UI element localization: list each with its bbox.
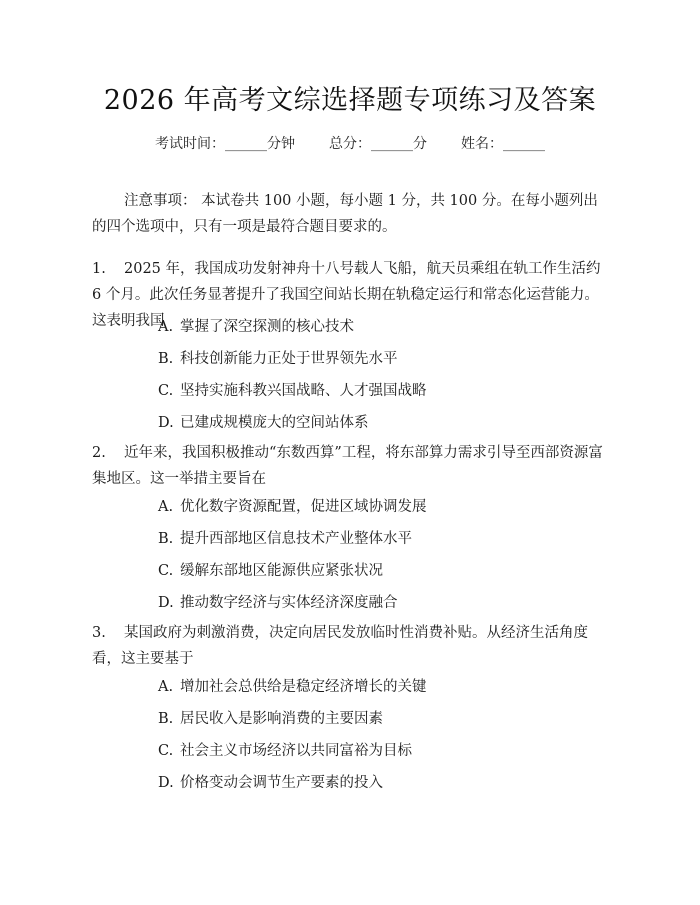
notice-text: 注意事项： 本试卷共 100 小题，每小题 1 分，共 100 分。在每小题列出的四个选项中，只有一项是最符合题目要求的。 <box>92 193 598 235</box>
option-letter: C. <box>158 563 174 579</box>
option-letter: D. <box>158 415 174 431</box>
question-2-option-c <box>158 561 383 581</box>
option-text: 缓解东部地区能源供应紧张状况 <box>180 563 383 579</box>
question-3-stem <box>92 620 612 672</box>
question-number: 3. <box>92 625 106 641</box>
question-2-option-d <box>158 593 398 613</box>
question-2-stem <box>92 440 612 492</box>
question-1-option-c <box>158 381 427 401</box>
option-text: 已建成规模庞大的空间站体系 <box>180 415 369 431</box>
student-name-field: 姓名：______ <box>461 136 545 152</box>
question-2-option-b <box>158 529 412 549</box>
option-letter: B. <box>158 351 174 367</box>
option-text: 居民收入是影响消费的主要因素 <box>180 711 383 727</box>
notice-paragraph <box>92 188 612 240</box>
option-letter: B. <box>158 711 174 727</box>
option-text: 坚持实施科教兴国战略、人才强国战略 <box>180 383 427 399</box>
question-number: 2. <box>92 445 106 461</box>
question-text: 2025 年，我国成功发射神舟十八号载人飞船，航天员乘组在轨工作生活约 6 个月。此次任务显著提升了我国空间站长期在轨稳定运行和常态化运营能力。这表明我国 <box>92 261 601 329</box>
total-score-field: 总分：______分 <box>329 136 427 152</box>
option-text: 价格变动会调节生产要素的投入 <box>180 775 383 791</box>
option-letter: B. <box>158 531 174 547</box>
question-1-option-a <box>158 317 354 337</box>
question-3-option-d <box>158 773 383 793</box>
option-letter: A. <box>158 499 174 515</box>
exam-meta <box>0 133 700 153</box>
option-letter: A. <box>158 319 174 335</box>
question-1-option-d <box>158 413 369 433</box>
page-title: 2026 年高考文综选择题专项练习及答案 <box>103 85 597 116</box>
option-text: 提升西部地区信息技术产业整体水平 <box>180 531 412 547</box>
option-text: 增加社会总供给是稳定经济增长的关键 <box>180 679 427 695</box>
option-text: 推动数字经济与实体经济深度融合 <box>180 595 398 611</box>
option-letter: C. <box>158 383 174 399</box>
option-text: 社会主义市场经济以共同富裕为目标 <box>180 743 412 759</box>
option-text: 科技创新能力正处于世界领先水平 <box>180 351 398 367</box>
question-3-option-b <box>158 709 383 729</box>
question-1-option-b <box>158 349 398 369</box>
option-letter: A. <box>158 679 174 695</box>
option-text: 优化数字资源配置，促进区域协调发展 <box>180 499 427 515</box>
question-3-option-a <box>158 677 427 697</box>
exam-time-field: 考试时间：______分钟 <box>155 136 295 152</box>
option-letter: D. <box>158 595 174 611</box>
question-text: 某国政府为刺激消费，决定向居民发放临时性消费补贴。从经济生活角度看，这主要基于 <box>92 625 588 667</box>
option-text: 掌握了深空探测的核心技术 <box>180 319 354 335</box>
question-number: 1. <box>92 261 106 277</box>
option-letter: D. <box>158 775 174 791</box>
question-text: 近年来，我国积极推动“东数西算”工程，将东部算力需求引导至西部资源富集地区。这一举措主要旨在 <box>92 445 603 487</box>
question-2-option-a <box>158 497 427 517</box>
question-3-option-c <box>158 741 412 761</box>
option-letter: C. <box>158 743 174 759</box>
